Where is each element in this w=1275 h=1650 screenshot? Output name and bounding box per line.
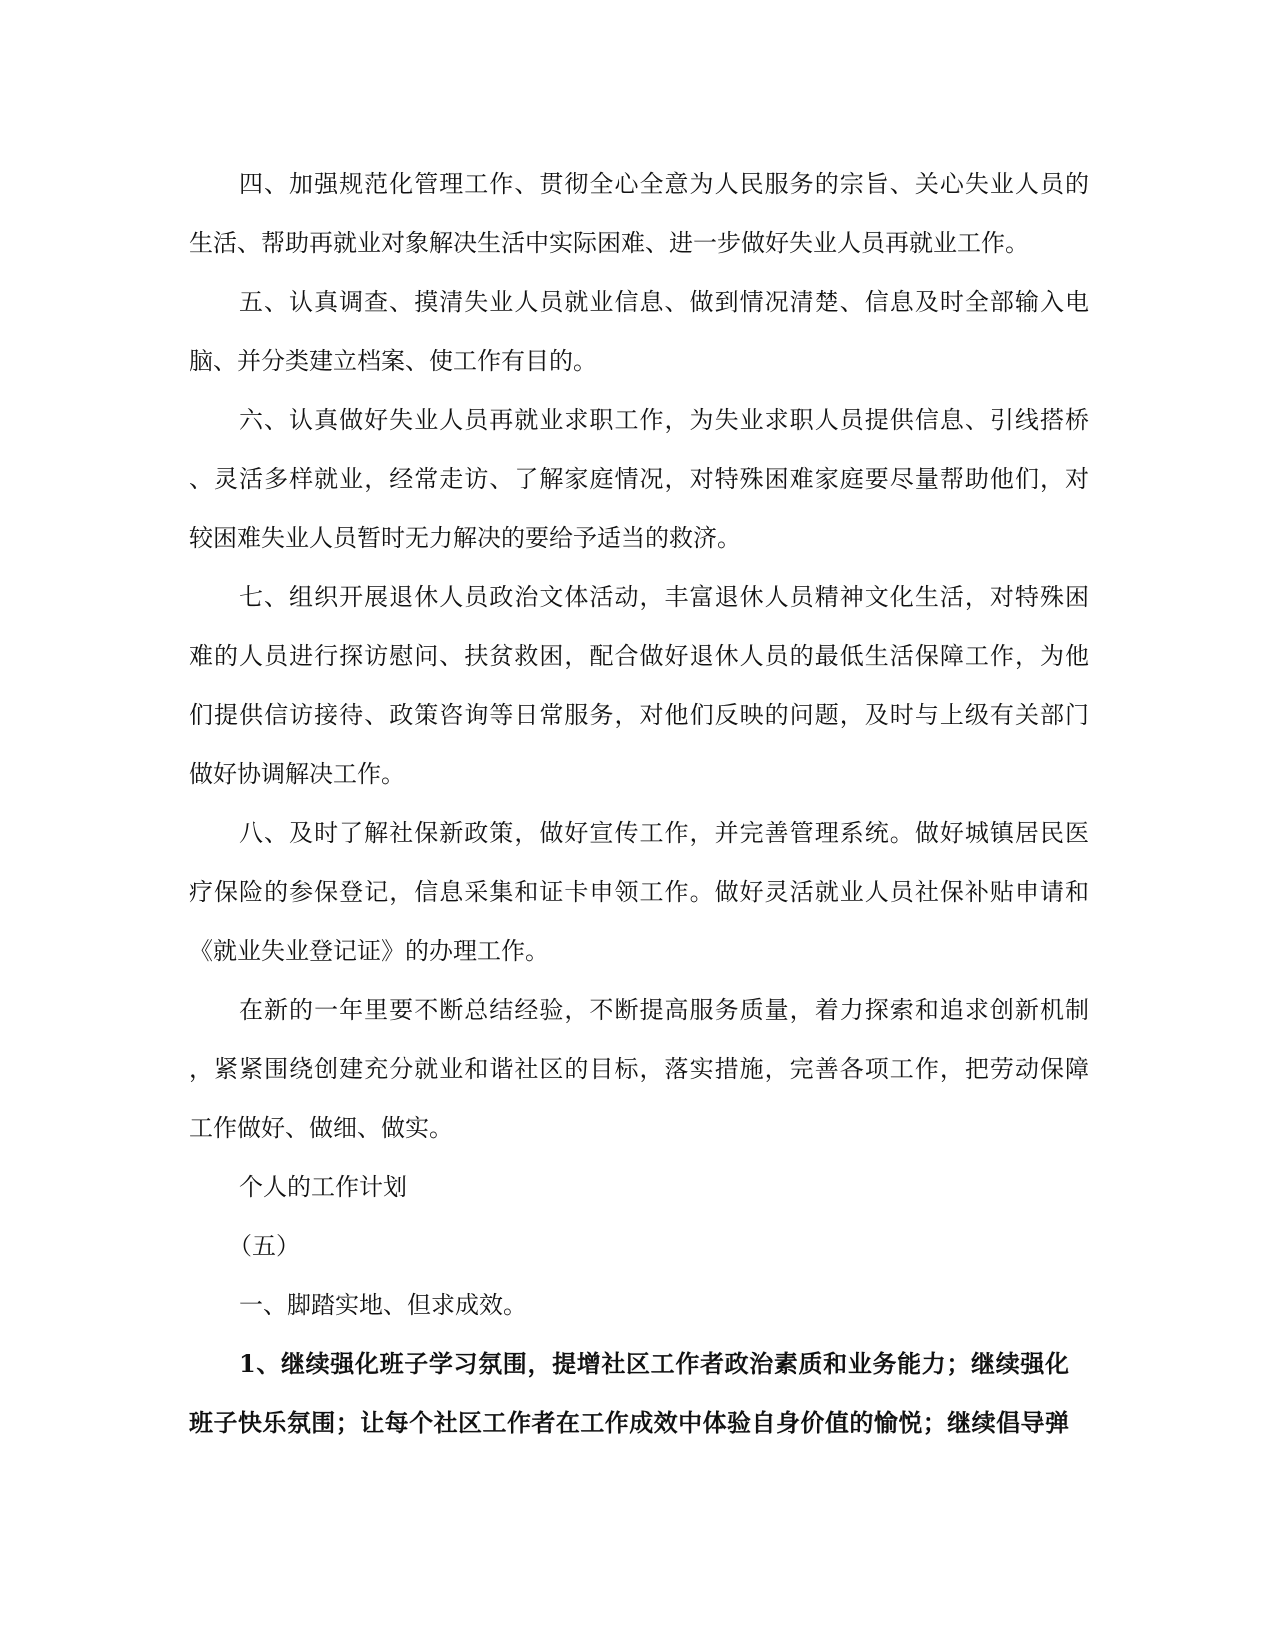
paragraph-8-line-2: 疗保险的参保登记，信息采集和证卡申领工作。做好灵活就业人员社保补贴申请和 — [189, 878, 1089, 906]
paragraph-8-line-3: 《就业失业登记证》的办理工作。 — [189, 937, 549, 965]
paragraph-7-line-4: 做好协调解决工作。 — [189, 760, 405, 788]
paragraph-4-line-2: 生活、帮助再就业对象解决生活中实际困难、进一步做好失业人员再就业工作。 — [189, 229, 1029, 257]
summary-line-3: 工作做好、做细、做实。 — [189, 1114, 453, 1142]
paragraph-6-line-1: 六、认真做好失业人员再就业求职工作，为失业求职人员提供信息、引线搭桥 — [239, 406, 1089, 434]
item-1-line-1: 1、继续强化班子学习氛围，提增社区工作者政治素质和业务能力；继续强化 — [239, 1349, 1069, 1378]
paragraph-4-line-1: 四、加强规范化管理工作、贯彻全心全意为人民服务的宗旨、关心失业人员的 — [239, 170, 1089, 198]
paragraph-5-line-2: 脑、并分类建立档案、使工作有目的。 — [189, 347, 597, 375]
heading-one: 一、脚踏实地、但求成效。 — [239, 1291, 527, 1319]
item-1-line-2: 班子快乐氛围；让每个社区工作者在工作成效中体验自身价值的愉悦；继续倡导弹 — [189, 1408, 1069, 1437]
paragraph-8-line-1: 八、及时了解社保新政策，做好宣传工作，并完善管理系统。做好城镇居民医 — [239, 819, 1089, 847]
paragraph-7-line-3: 们提供信访接待、政策咨询等日常服务，对他们反映的问题，及时与上级有关部门 — [189, 701, 1089, 729]
summary-line-1: 在新的一年里要不断总结经验，不断提高服务质量，着力探索和追求创新机制 — [239, 996, 1089, 1024]
paragraph-5-line-1: 五、认真调查、摸清失业人员就业信息、做到情况清楚、信息及时全部输入电 — [239, 288, 1089, 316]
summary-line-2: ，紧紧围绕创建充分就业和谐社区的目标，落实措施，完善各项工作，把劳动保障 — [189, 1055, 1089, 1083]
section-number: （五） — [228, 1232, 300, 1260]
section-title: 个人的工作计划 — [239, 1173, 407, 1201]
paragraph-6-line-3: 较困难失业人员暂时无力解决的要给予适当的救济。 — [189, 524, 741, 552]
paragraph-7-line-1: 七、组织开展退休人员政治文体活动，丰富退休人员精神文化生活，对特殊困 — [239, 583, 1089, 611]
paragraph-6-line-2: 、灵活多样就业，经常走访、了解家庭情况，对特殊困难家庭要尽量帮助他们，对 — [189, 465, 1089, 493]
paragraph-7-line-2: 难的人员进行探访慰问、扶贫救困，配合做好退休人员的最低生活保障工作，为他 — [189, 642, 1089, 670]
